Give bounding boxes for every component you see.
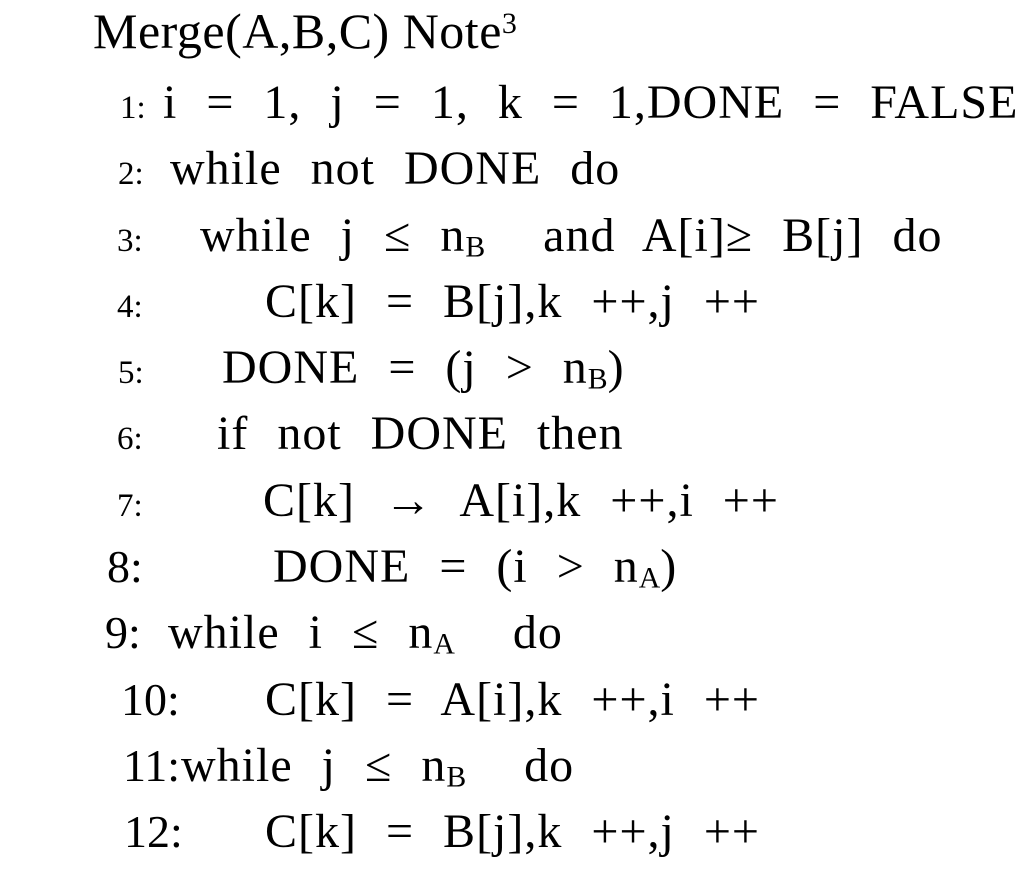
algorithm-line bbox=[0, 70, 1026, 136]
statement-text: ) bbox=[607, 341, 625, 395]
statement-text: ) bbox=[660, 540, 678, 594]
statement-text: while j ≤ n bbox=[181, 738, 447, 792]
statement-text: C[k] = A[i],k ++,i ++ bbox=[265, 672, 760, 726]
algorithm-line bbox=[0, 534, 1026, 600]
line-content bbox=[217, 407, 624, 460]
statement-text: if not DONE then bbox=[217, 407, 624, 461]
statement-text: C[k] = B[j],k ++,j ++ bbox=[265, 805, 760, 859]
page-title bbox=[93, 2, 517, 60]
line-content bbox=[170, 142, 620, 195]
title-superscript: 3 bbox=[501, 7, 518, 40]
line-number: 12: bbox=[124, 806, 183, 858]
statement-text: while not DONE do bbox=[170, 142, 621, 196]
subscript-text: A bbox=[433, 627, 455, 661]
subscript-text: A bbox=[638, 561, 661, 595]
line-content bbox=[265, 673, 760, 726]
subscript-text: B bbox=[465, 229, 486, 263]
subscript-text: B bbox=[446, 760, 467, 794]
line-number: 11: bbox=[123, 739, 181, 791]
line-content bbox=[181, 739, 574, 792]
line-number: 6: bbox=[117, 421, 143, 458]
algorithm-line bbox=[0, 136, 1026, 202]
line-number: 2: bbox=[118, 156, 144, 193]
line-content bbox=[273, 540, 677, 593]
algorithm-line bbox=[0, 733, 1026, 799]
algorithm-line bbox=[0, 600, 1026, 666]
algorithm-line bbox=[0, 468, 1026, 534]
algorithm-lines bbox=[0, 70, 1026, 866]
statement-text: DONE = (i > n bbox=[273, 540, 639, 594]
statement-text: do bbox=[466, 738, 575, 792]
line-number: 3: bbox=[117, 222, 143, 259]
line-number: 1: bbox=[120, 90, 146, 126]
algorithm-line bbox=[0, 401, 1026, 467]
subscript-text: B bbox=[587, 362, 608, 396]
algorithm-line bbox=[0, 667, 1026, 733]
algorithm-line bbox=[0, 269, 1026, 335]
statement-text: DONE = (j > n bbox=[222, 341, 588, 395]
algorithm-line bbox=[0, 335, 1026, 401]
line-number: 10: bbox=[121, 673, 180, 725]
statement-text: C[k] → A[i],k ++,i ++ bbox=[263, 473, 779, 527]
algorithm-line bbox=[0, 799, 1026, 865]
line-content bbox=[222, 341, 625, 394]
line-content bbox=[200, 209, 942, 262]
statement-text: C[k] = B[j],k ++,j ++ bbox=[265, 274, 760, 328]
title-text: Merge(A,B,C) Note bbox=[93, 3, 502, 59]
line-number: 9: bbox=[105, 607, 141, 659]
line-content bbox=[163, 76, 1018, 129]
algorithm-line bbox=[0, 203, 1026, 269]
line-number: 5: bbox=[118, 355, 144, 392]
statement-text: while j ≤ n bbox=[200, 208, 466, 262]
line-number: 4: bbox=[117, 288, 143, 325]
line-content bbox=[168, 606, 563, 659]
statement-text: while i ≤ n bbox=[168, 606, 434, 660]
line-number: 8: bbox=[107, 541, 143, 593]
statement-text: do bbox=[454, 606, 563, 660]
statement-text: i = 1, j = 1, k = 1,DONE = FALSE bbox=[163, 76, 1019, 129]
line-content bbox=[263, 474, 779, 527]
statement-text: and A[i]≥ B[j] do bbox=[485, 208, 943, 262]
line-content bbox=[265, 805, 760, 858]
line-number: 7: bbox=[117, 487, 143, 524]
line-content bbox=[265, 275, 760, 328]
